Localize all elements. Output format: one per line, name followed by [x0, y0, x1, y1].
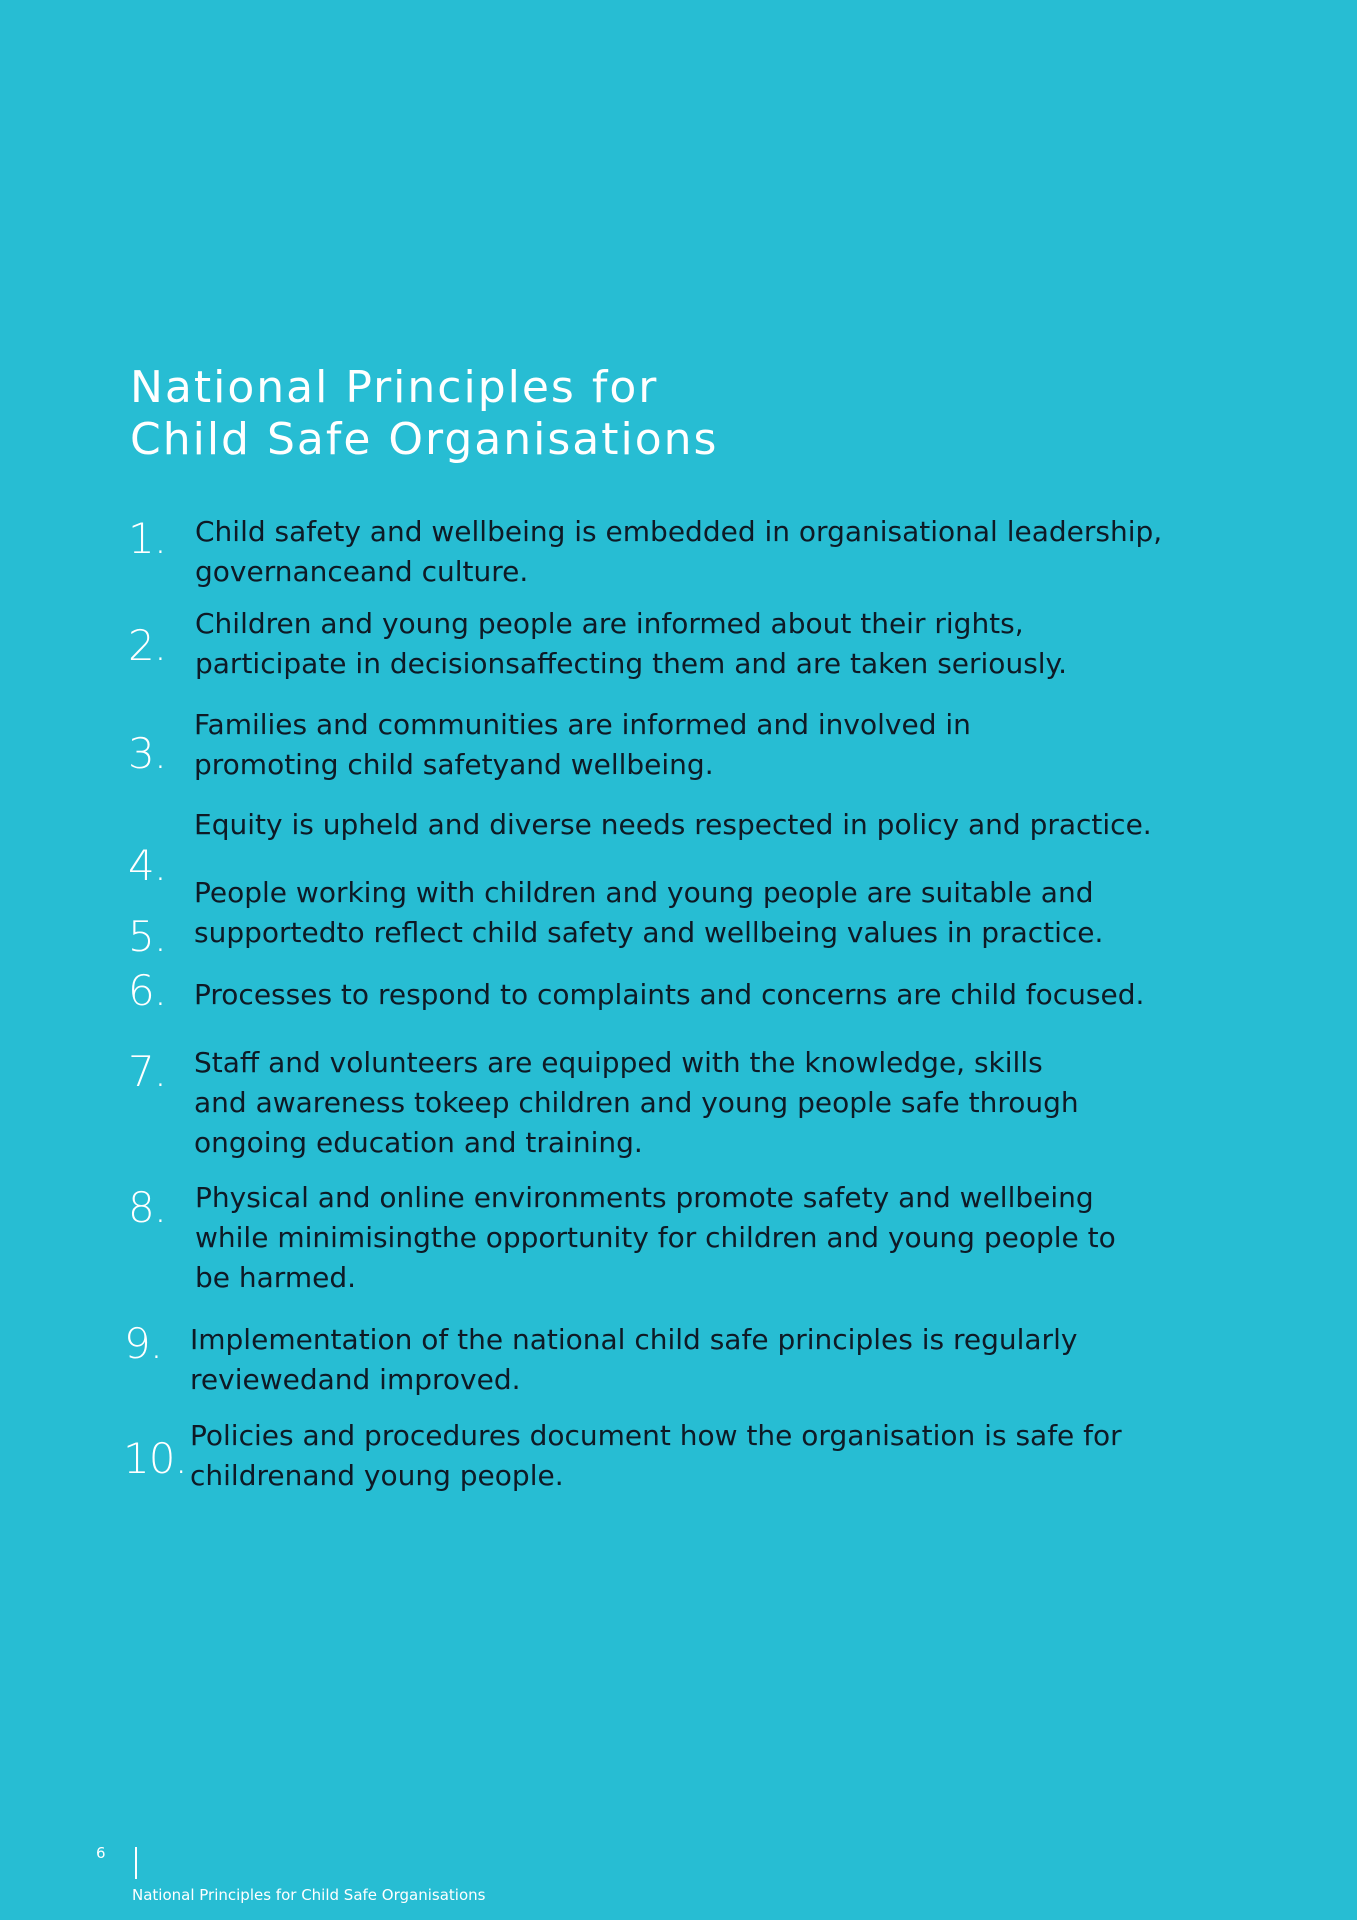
principle-3-line-1: Families and communities are informed and involved in: [194, 708, 971, 741]
principle-9-text: [190, 1320, 1230, 1400]
principle-5-text: [194, 873, 1234, 953]
principle-2-text: [195, 604, 1235, 684]
principle-9-number: 9.: [124, 1319, 163, 1368]
principle-7-line-3: ongoing education and training.: [194, 1126, 643, 1159]
principle-8-line-3: be harmed.: [195, 1261, 356, 1294]
principle-8-line-1: Physical and online environments promote safety and wellbeing: [195, 1181, 1094, 1214]
principle-9-line-1: Implementation of the national child safe principles is regularly: [190, 1323, 1078, 1356]
principle-6-line-1: Processes to respond to complaints and concerns are child focused.: [194, 978, 1145, 1011]
principle-8-number: 8.: [128, 1183, 167, 1232]
principle-7-number: 7.: [128, 1047, 167, 1096]
principle-1-line-1: Child safety and wellbeing is embedded in organisational leadership,: [195, 515, 1163, 548]
principle-8-text: [195, 1178, 1235, 1298]
principle-6-number: 6.: [128, 966, 167, 1015]
footer-title: National Principles for Child Safe Organisations: [132, 1886, 486, 1904]
principle-4-line-1: Equity is upheld and diverse needs respected in policy and practice.: [194, 808, 1152, 841]
principle-5-line-2: supportedto reflect child safety and wellbeing values in practice.: [194, 916, 1104, 949]
principle-4-text: [194, 805, 1234, 845]
principle-10-number: 10.: [123, 1434, 187, 1483]
footer-divider: [135, 1847, 137, 1879]
principle-1-number: 1.: [128, 514, 167, 563]
principle-2-line-2: participate in decisionsaffecting them and are taken seriously.: [195, 647, 1068, 680]
principle-3-number: 3.: [128, 729, 167, 778]
principle-3-text: [194, 705, 1234, 785]
principle-6-text: [194, 975, 1234, 1015]
principle-7-line-2: and awareness tokeep children and young people safe through: [194, 1086, 1079, 1119]
principle-5-line-1: People working with children and young people are suitable and: [194, 876, 1094, 909]
principle-2-number: 2.: [128, 621, 167, 670]
page-title: [130, 362, 718, 466]
principle-1-line-2: governanceand culture.: [195, 555, 529, 588]
principle-7-line-1: Staff and volunteers are equipped with the knowledge, skills: [194, 1046, 1043, 1079]
principle-4-number: 4.: [128, 841, 167, 890]
principle-10-line-2: childrenand young people.: [190, 1459, 564, 1492]
principle-3-line-2: promoting child safetyand wellbeing.: [194, 748, 714, 781]
principle-5-number: 5.: [128, 912, 167, 961]
principle-10-text: [190, 1416, 1230, 1496]
principle-8-line-2: while minimisingthe opportunity for children and young people to: [195, 1221, 1116, 1254]
footer-page-number: 6: [96, 1844, 106, 1862]
principle-10-line-1: Policies and procedures document how the organisation is safe for: [190, 1419, 1122, 1452]
principle-7-text: [194, 1043, 1234, 1163]
principle-9-line-2: reviewedand improved.: [190, 1363, 521, 1396]
page-title-line-1: National Principles for: [130, 362, 659, 413]
principle-1-text: [195, 512, 1235, 592]
page-title-line-2: Child Safe Organisations: [130, 414, 719, 465]
principle-2-line-1: Children and young people are informed about their rights,: [195, 607, 1024, 640]
